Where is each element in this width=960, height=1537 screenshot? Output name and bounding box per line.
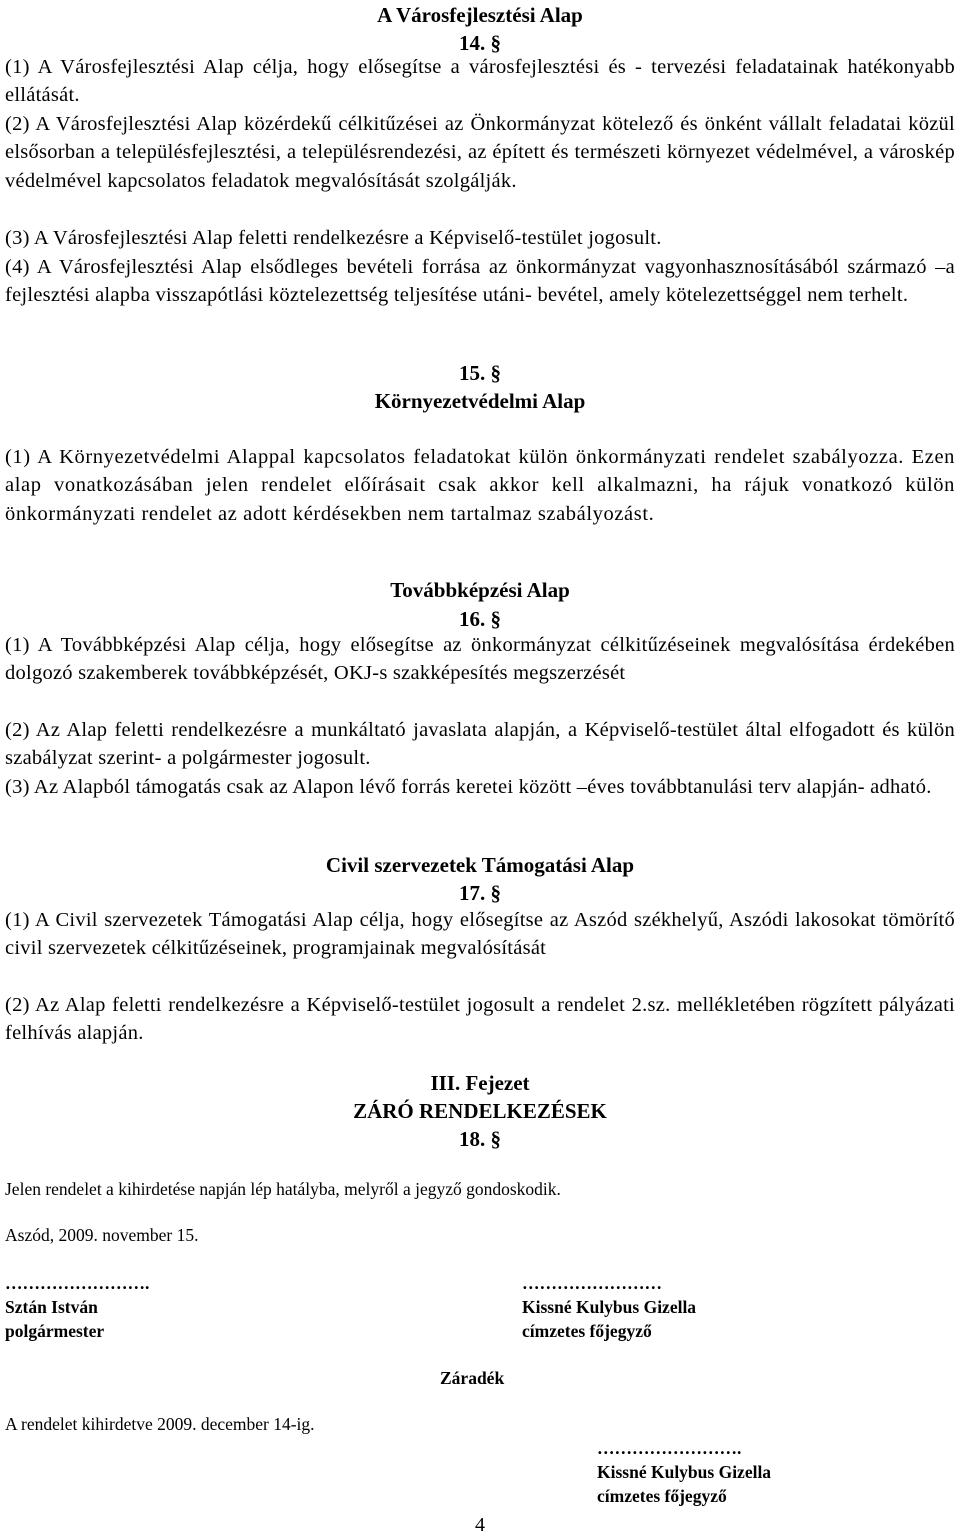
- section-14-paragraph-4: (4) A Városfejlesztési Alap elsődleges bevételi forrása az önkormányzat vagyonhasznosításából származó –a fejlesztési alapba visszapótlási köztelezettség teljesítése utáni- bevétel, amely kötelezettséggel nem terhelt.: [5, 256, 955, 307]
- section-14-paragraph-2: (2) A Városfejlesztési Alap közérdekű célkitűzései az Önkormányzat kötelező és önként vállalt feladatai közül elsősorban a településfejlesztési, a településrendezési, az épített és természeti környezet védelmével, a városkép védelmével kapcsolatos feladatok megvalósítását szolgálják.: [5, 113, 955, 192]
- section-14-number: 14. §: [459, 31, 501, 55]
- section-14-paragraph-1: (1) A Városfejlesztési Alap célja, hogy elősegítse a városfejlesztési és - tervezési feladatainak hatékonyabb ellátását.: [5, 56, 955, 107]
- zaradek-signer-title: címzetes főjegyző: [597, 1486, 727, 1506]
- mayor-title: polgármester: [5, 1321, 105, 1341]
- section-15-number: 15. §: [459, 361, 501, 385]
- section-15-paragraph-1: (1) A Környezetvédelmi Alappal kapcsolatos feladatokat külön önkormányzati rendelet szabályozza. Ezen alap vonatkozásában jelen rendelet előírásait csak akkor kell alkalmazni, ha rájuk vonatkozó külön önkormányzati rendelet az adott kérdésekben nem tartalmaz szabályozást.: [5, 446, 955, 525]
- page-number: 4: [475, 1514, 485, 1536]
- mayor-name: Sztán István: [5, 1297, 98, 1317]
- chapter-subtitle: ZÁRÓ RENDELKEZÉSEK: [353, 1099, 607, 1123]
- section-18-text: Jelen rendelet a kihirdetése napján lép hatályba, melyről a jegyző gondoskodik.: [5, 1179, 561, 1199]
- signature-line: …………………….: [597, 1438, 742, 1458]
- section-18-number: 18. §: [459, 1127, 501, 1151]
- notary-name: Kissné Kulybus Gizella: [522, 1297, 697, 1317]
- zaradek-title: Záradék: [440, 1368, 505, 1388]
- signature-line: …………………….: [5, 1273, 150, 1293]
- signature-notary: [522, 1271, 696, 1343]
- notary-title: címzetes főjegyző: [522, 1321, 652, 1341]
- section-17-paragraph-1: (1) A Civil szervezetek Támogatási Alap célja, hogy elősegítse az Aszód székhelyű, Aszódi lakosokat tömörítő civil szervezetek célkitűzéseinek, programjainak megvalósítását: [5, 909, 955, 960]
- signature-mayor: [5, 1271, 149, 1343]
- section-16-paragraph-2: (2) Az Alap feletti rendelkezésre a munkáltató javaslata alapján, a Képviselő-testület által elfogadott és külön szabályzat szerint- a polgármester jogosult.: [5, 719, 955, 770]
- signature-zaradek: [597, 1436, 771, 1508]
- zaradek-text: A rendelet kihirdetve 2009. december 14-ig.: [5, 1414, 315, 1434]
- place-date: Aszód, 2009. november 15.: [5, 1225, 199, 1245]
- section-16-title: Továbbképzési Alap: [390, 578, 570, 602]
- section-16-paragraph-1: (1) A Továbbképzési Alap célja, hogy elősegítse az önkormányzat célkitűzéseinek megvalósítása érdekében dolgozó szakemberek továbbképzését, OKJ-s szakképesítés megszerzését: [5, 634, 955, 685]
- zaradek-signer-name: Kissné Kulybus Gizella: [597, 1462, 772, 1482]
- section-14-title: A Városfejlesztési Alap: [377, 3, 583, 27]
- section-16-number: 16. §: [459, 607, 501, 631]
- section-17-paragraph-2: (2) Az Alap feletti rendelkezésre a Képviselő-testület jogosult a rendelet 2.sz. mellékletében rögzített pályázati felhívás alapján.: [5, 994, 955, 1045]
- chapter-title: III. Fejezet: [430, 1071, 530, 1095]
- signature-line: ……………………: [522, 1273, 662, 1293]
- section-17-title: Civil szervezetek Támogatási Alap: [325, 853, 635, 877]
- section-17-number: 17. §: [459, 881, 501, 905]
- section-16-paragraph-3: (3) Az Alapból támogatás csak az Alapon lévő forrás keretei között –éves továbbtanulási terv alapján- adható.: [5, 776, 932, 798]
- section-14-paragraph-3: (3) A Városfejlesztési Alap feletti rendelkezésre a Képviselő-testület jogosult.: [5, 227, 662, 249]
- section-15-title: Környezetvédelmi Alap: [374, 389, 586, 413]
